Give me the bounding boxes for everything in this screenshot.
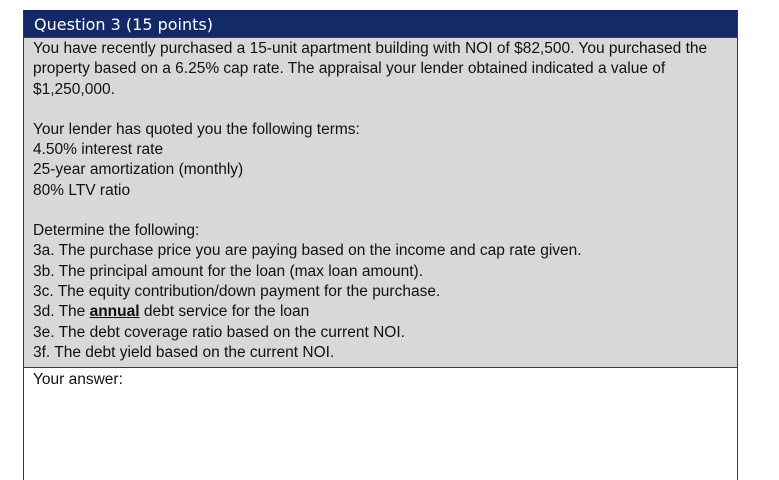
term-amortization: 25-year amortization (monthly) — [33, 161, 244, 179]
intro-line-2: property based on a 6.25% cap rate. The appraisal your lender obtained indicated a value of $1,250,000. — [33, 60, 666, 98]
task-3f: 3f. The debt yield based on the current NOI. — [33, 343, 335, 361]
question-header: Question 3 (15 points) — [24, 10, 737, 37]
tasks-heading: Determine the following: — [33, 222, 200, 240]
task-3c: 3c. The equity contribution/down payment for the purchase. — [33, 282, 441, 300]
task-3a: 3a. The purchase price you are paying based on the income and cap rate given. — [33, 242, 582, 260]
task-3d-prefix: 3d. The — [33, 303, 90, 321]
task-3d-emphasis: annual — [89, 303, 140, 321]
question-body — [24, 37, 737, 368]
answer-label: Your answer: — [33, 371, 123, 388]
answer-area[interactable] — [24, 368, 737, 480]
task-3d-suffix: debt service for the loan — [139, 303, 310, 321]
terms-heading: Your lender has quoted you the following terms: — [33, 120, 360, 138]
term-ltv: 80% LTV ratio — [33, 181, 131, 199]
task-3e: 3e. The debt coverage ratio based on the current NOI. — [33, 323, 405, 341]
intro-line-1: You have recently purchased a 15-unit apartment building with NOI of $82,500. You purchased the — [33, 40, 708, 57]
task-3d — [33, 302, 737, 322]
task-3b: 3b. The principal amount for the loan (max loan amount). — [33, 262, 424, 280]
term-interest-rate: 4.50% interest rate — [33, 141, 164, 159]
question-panel — [23, 10, 738, 480]
